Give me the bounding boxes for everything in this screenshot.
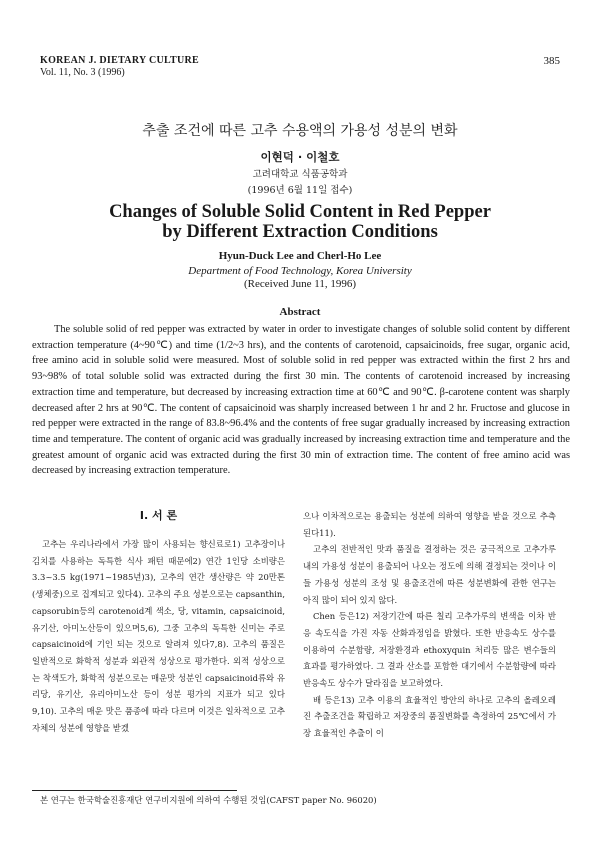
english-title-line-1: Changes of Soluble Solid Content in Red Pepper (109, 202, 491, 222)
abstract-heading: Abstract (279, 306, 321, 318)
intro-paragraph-1-continued: 으나 이차적으로는 용출되는 성분에 의하여 영향을 받을 것으로 추측된다11). (303, 511, 556, 538)
running-header (40, 55, 560, 78)
body-right-column (303, 508, 556, 742)
korean-title: 추출 조건에 따른 고추 수용액의 가용성 성분의 변화 (142, 123, 458, 139)
journal-volume: Vol. 11, No. 3 (1996) (40, 67, 125, 78)
abstract-text: The soluble solid of red pepper was extracted by water in order to investigate changes of soluble solid content by different extraction temperature (4~90℃) and time (1/2~3 hrs), and the contents of carotenoid, capsaicinoids, free sugar, organic acid, free amino acid in soluble solid were measured. Most of soluble solid in red pepper was extracted within the first 2 hrs and 93~98% of total soluble solid was extracted during the first 30 min. The contents of carotenoid increased by increasing extraction time and temperature, but decreased by increasing extraction time at 60℃ and 90℃. β-carotene content was sharply decreased after 2 hrs at 90℃. The content of capsaicinoid was sharply increased between 1 hr and 2 hr. Fructose and glucose in red pepper were extracted in the range of 83.8~96.4% and the contents of free sugar gradually increased by increasing extraction time and temperature. The content of organic acid was gradually increased by increasing extraction time and temperature and the greatest amount of organic acid was extracted during the first 30 min of extraction time. The content of free amino acid was decreased by increasing extraction temperature. (32, 324, 570, 477)
intro-paragraph-4: 배 등은13) 고추 이용의 효율적인 방안의 하나로 고추의 올레오레진 추출조건을 확립하고 저장중의 품질변화를 측정하여 25℃에서 가장 효율적인 추출이 이 (303, 694, 556, 739)
korean-authors: 이현덕 · 이철호 (260, 150, 340, 164)
english-title-line-2: by Different Extraction Conditions (162, 222, 438, 242)
intro-paragraph-2: 고추의 전반적인 맛과 품질을 결정하는 것은 궁극적으로 고추가루내의 가용성 성분이 용출되어 나오는 정도에 의해 결정되는 것이나 이들 가용성 성분의 조성 및 용출조건에 따른 성분변화에 관한 연구는 아직 많이 되어 있지 않다. (303, 544, 556, 605)
intro-paragraph-1: 고추는 우리나라에서 가장 많이 사용되는 향신료로1) 고추장이나 김치를 사용하는 독특한 식사 패턴 때문에2) 연간 1인당 소비량은 3.3~3.5 kg(1971~1985년)3), 고추의 연간 생산량은 약 20만톤(생체중)으로 집계되고 있다4). 고추의 주요 성분으로는 capsanthin, capsorubin등의 carotenoid계 색소, 당, vitamin, capsaicinoid, 유기산, 아미노산등이 있으며5,6), 그중 고추의 독특한 신미는 주로 capsaicinoid에 기인 되는 것으로 알려져 있다7,8). 고추의 품질은 일반적으로 화학적 성분과 외관적 성상으로 평가한다. 외적 성상으로는 착색도가, 화학적 성분으로는 매운맛 성분인 capsaicinoid류와 유리당, 유기산, 유리아미노산 등이 성분 평가의 지표가 되고 있다9,10). 고추의 매운 맛은 품종에 따라 다르며 이것은 일차적으로 고추 자체의 성분에 영향을 받겠 (32, 539, 285, 733)
english-title (40, 202, 560, 242)
english-authors: Hyun-Duck Lee and Cherl-Ho Lee (218, 250, 382, 262)
section-heading-introduction: I. 서 론 (139, 509, 178, 522)
page-number: 385 (543, 55, 560, 67)
intro-paragraph-3: Chen 등은12) 저장기간에 따른 칠리 고추가루의 변색을 이차 반응 속도식을 가진 자동 산화과정임을 밝혔다. 또한 반응속도 상수를 이용하여 수분함량, 저장환경과 ethoxyquin 처리등 많은 변수들의 효과를 평가하였다. 그 결과 산소를 포함한 대기에서 수분함량에 따라 반응속도 상수가 달라짐을 보고하였다. (303, 611, 556, 689)
korean-affiliation: 고려대학교 식품공학과 (252, 169, 348, 180)
english-affiliation: Department of Food Technology, Korea University (188, 265, 412, 277)
journal-name: KOREAN J. DIETARY CULTURE (40, 55, 200, 66)
english-received-date: (Received June 11, 1996) (243, 278, 356, 290)
footnote: 본 연구는 한국학술진흥재단 연구비지원에 의하여 수행된 것임(CAFST paper No. 96020) (40, 795, 377, 805)
footnote-divider (32, 790, 237, 791)
korean-received-date: (1996년 6월 11일 접수) (247, 185, 353, 196)
body-left-column (32, 508, 285, 736)
